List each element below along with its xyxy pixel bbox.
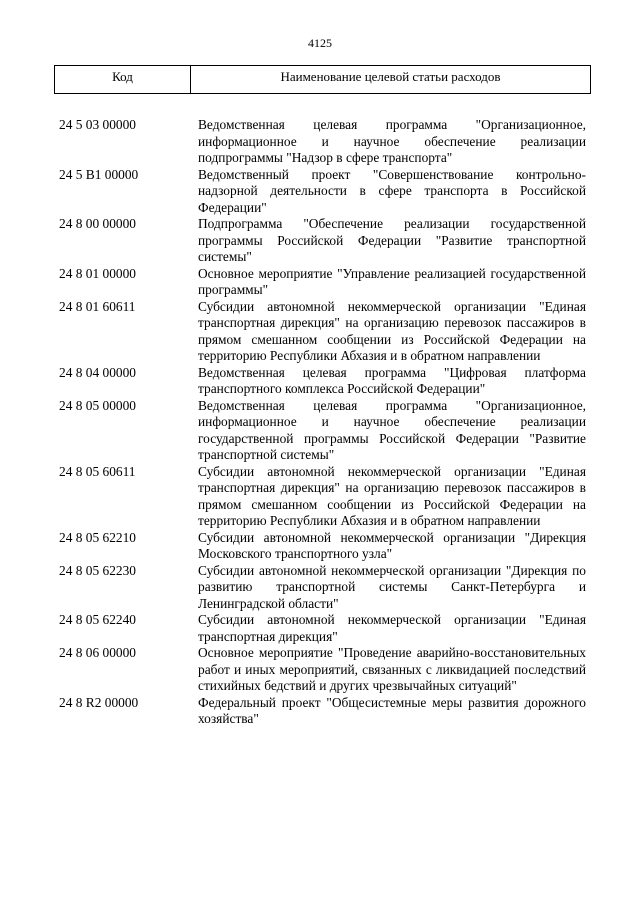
row-code: 24 8 05 62210 (59, 529, 136, 545)
row-code: 24 5 В1 00000 (59, 166, 139, 182)
table-row (59, 117, 586, 167)
row-code: 24 8 05 62230 (59, 562, 136, 578)
row-description: Ведомственная целевая программа "Цифровая платформа транспортного комплекса Российской Федерации" (198, 364, 586, 396)
page-number: 4125 (308, 36, 332, 50)
row-code: 24 8 05 00000 (59, 397, 136, 413)
row-code: 24 5 03 00000 (59, 117, 136, 132)
header-name: Наименование целевой статьи расходов (280, 69, 501, 84)
row-description: Федеральный проект "Общесистемные меры развития дорожного хозяйства" (198, 694, 586, 726)
table-row (59, 563, 586, 613)
row-code: 24 8 01 60611 (59, 298, 136, 314)
table-row (59, 695, 586, 728)
row-description: Ведомственная целевая программа "Организационное, информационное и научное обеспечение реализации подпрограммы "Надзор в сфере транспорта" (198, 117, 586, 165)
row-description: Ведомственный проект "Совершенствование контрольно-надзорной деятельности в сфере транспорта в Российской Федерации" (198, 166, 586, 215)
table-header (54, 65, 591, 94)
table-body (59, 117, 586, 728)
table-row (59, 266, 586, 299)
row-description: Ведомственная целевая программа "Организационное, информационное и научное обеспечение реализации государственной программы Российской Федерации "Развитие транспортной системы" (198, 397, 586, 462)
row-code: 24 8 00 00000 (59, 216, 136, 231)
row-description: Субсидии автономной некоммерческой организации "Единая транспортная дирекция" (198, 612, 586, 644)
header-code: Код (55, 66, 191, 93)
row-description: Подпрограмма "Обеспечение реализации государственной программы Российской Федерации "Развитие транспортной системы" (198, 216, 586, 264)
table-row (59, 645, 586, 695)
table-row (59, 398, 586, 464)
row-code: 24 8 01 00000 (59, 265, 136, 281)
row-description: Субсидии автономной некоммерческой организации "Единая транспортная дирекция" на организацию перевозок пассажиров в прямом смешанном сообщении из Российской Федерации на территорию Республики Абхазия и в обратном направлении (198, 463, 586, 528)
table-row (59, 365, 586, 398)
row-description: Основное мероприятие "Управление реализацией государственной программы" (198, 265, 586, 297)
row-code: 24 8 06 00000 (59, 645, 136, 660)
table-row (59, 530, 586, 563)
row-code: 24 8 05 60611 (59, 463, 136, 479)
row-code: 24 8 05 62240 (59, 612, 136, 627)
row-description: Основное мероприятие "Проведение аварийно-восстановительных работ и иных мероприятий, связанных с ликвидацией последствий стихийных бедствий и других чрезвычайных ситуаций" (198, 645, 586, 693)
row-description: Субсидии автономной некоммерческой организации "Дирекция Московского транспортного узла" (198, 529, 586, 561)
row-code: 24 8 R2 00000 (59, 694, 139, 710)
row-code: 24 8 04 00000 (59, 364, 136, 380)
table-row (59, 299, 586, 365)
row-description: Субсидии автономной некоммерческой организации "Дирекция по развитию транспортной системы Санкт-Петербурга и Ленинградской области" (198, 562, 586, 611)
table-row (59, 612, 586, 645)
table-row (59, 167, 586, 217)
table-row (59, 464, 586, 530)
row-description: Субсидии автономной некоммерческой организации "Единая транспортная дирекция" на организацию перевозок пассажиров в прямом смешанном сообщении из Российской Федерации на территорию Республики Абхазия и в обратном направлении (198, 298, 586, 363)
table-row (59, 216, 586, 266)
